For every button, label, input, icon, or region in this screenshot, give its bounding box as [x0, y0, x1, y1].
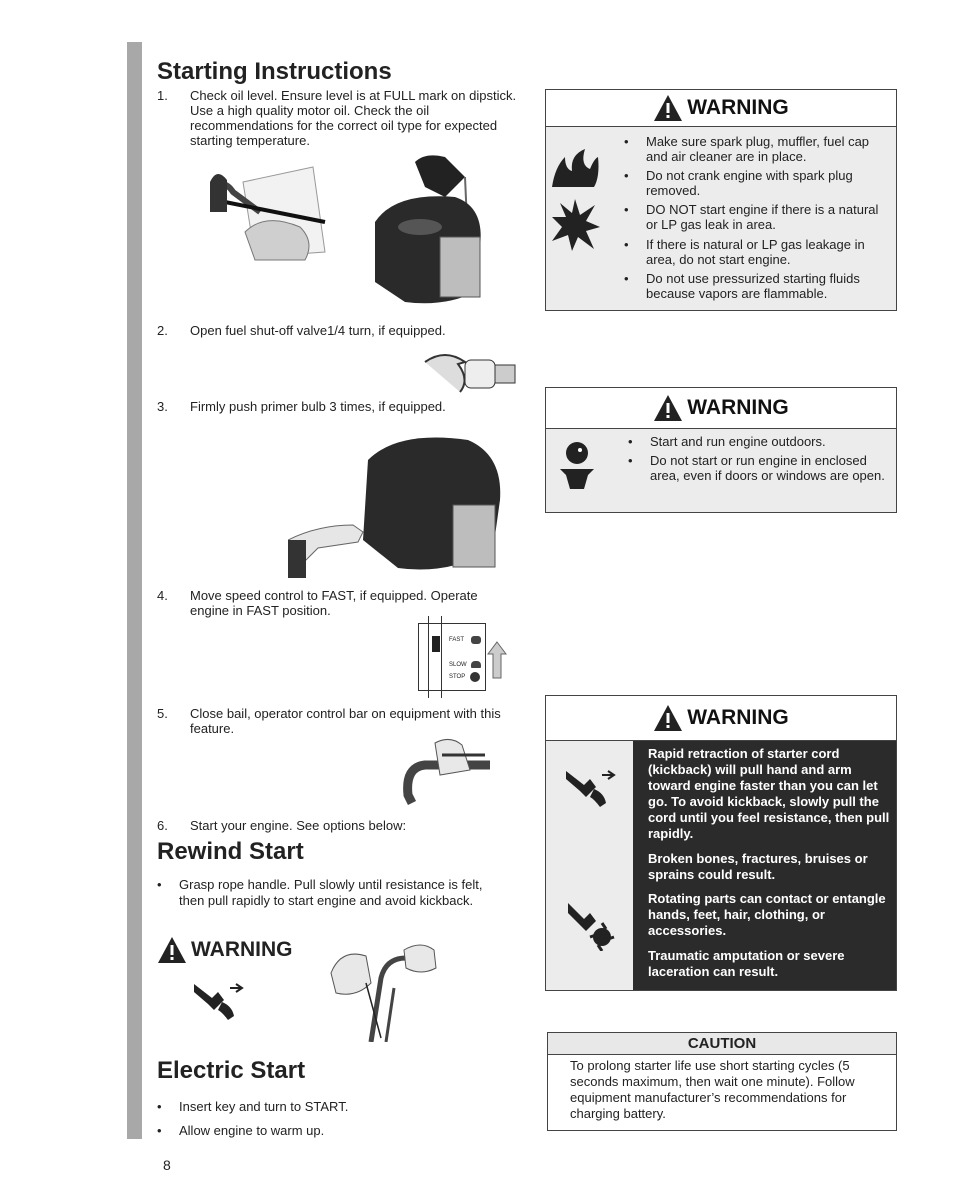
warning-item: • Do not crank engine with spark plug removed.	[624, 168, 853, 198]
speed-control-panel	[418, 623, 486, 691]
speed-fast-label: FAST	[449, 637, 465, 643]
control-bar-illustration	[400, 735, 492, 805]
step-number: 2.	[157, 323, 168, 338]
rewind-start-title: Rewind Start	[157, 838, 304, 865]
stop-icon	[470, 672, 480, 682]
rope-pull-illustration	[326, 938, 438, 1042]
warning-item: • Do not use pressurized starting fluids because vapors are flammable.	[624, 271, 860, 301]
step-6	[157, 818, 517, 833]
injury-warning-text: Broken bones, fractures, bruises or sprains could result.	[648, 851, 868, 882]
bullet-dot: •	[157, 1123, 162, 1138]
explosion-hazard-icon	[550, 197, 600, 252]
warning-icon-column	[546, 741, 633, 990]
step-text: Open fuel shut-off valve1/4 turn, if equipped.	[190, 323, 446, 338]
kickback-hazard-icon	[564, 767, 618, 809]
warning-header	[546, 696, 896, 741]
step-3	[157, 399, 517, 414]
warning-item: • Do not start or run engine in enclosed area, even if doors or windows are open.	[628, 453, 885, 483]
step-text: Check oil level. Ensure level is at FULL mark on dipstick. Use a high quality motor oil. Check the oil recommendations for the correct oil type for expected starting temperature.	[190, 88, 517, 148]
warning-title: WARNING	[687, 706, 789, 729]
warning-title: WARNING	[687, 96, 789, 119]
warning-triangle-icon	[653, 394, 683, 422]
warning-item: • Make sure spark plug, muffler, fuel cap and air cleaner are in place.	[624, 134, 870, 164]
rotating-parts-warning-text: Rotating parts can contact or entangle hands, feet, hair, clothing, or accessories.	[648, 891, 886, 938]
caution-title: CAUTION	[548, 1033, 896, 1055]
step-text: Start your engine. See options below:	[190, 818, 407, 833]
rewind-bullet-text: Grasp rope handle. Pull slowly until resistance is felt, then pull rapidly to start engine and avoid kickback.	[179, 877, 483, 908]
warning-triangle-icon	[653, 94, 683, 122]
caution-text: To prolong starter life use short starting cycles (5 seconds maximum, then wait one minute). Follow equipment manufacturer’s recommendations for charging battery.	[570, 1058, 855, 1121]
caution-box	[547, 1032, 897, 1131]
step-text: Close bail, operator control bar on equipment with this feature.	[190, 706, 501, 736]
page-number: 8	[163, 1157, 171, 1173]
rewind-warning-text: WARNING	[191, 938, 293, 961]
electric-start-title: Electric Start	[157, 1057, 306, 1084]
warning-header	[546, 388, 896, 429]
step-1	[157, 88, 517, 148]
step-4	[157, 588, 517, 618]
speed-stop-label: STOP	[449, 674, 466, 680]
step-number: 5.	[157, 706, 168, 721]
warning-box-fumes	[545, 387, 897, 513]
turtle-icon	[471, 661, 481, 668]
step-5	[157, 706, 517, 736]
page-sidebar-bar	[127, 42, 142, 1139]
arrow-up-icon	[487, 640, 507, 680]
electric-bullet-text: Insert key and turn to START.	[179, 1099, 349, 1114]
step-number: 3.	[157, 399, 168, 414]
warning-title: WARNING	[687, 396, 789, 419]
warning-body	[546, 127, 896, 310]
warning-triangle-icon	[157, 936, 187, 964]
step-text: Firmly push primer bulb 3 times, if equipped.	[190, 399, 446, 414]
primer-bulb-illustration	[288, 430, 510, 578]
warning-item: • DO NOT start engine if there is a natural or LP gas leak in area.	[624, 202, 879, 232]
step-2	[157, 323, 517, 338]
warning-header	[546, 90, 896, 127]
fuel-valve-illustration	[420, 350, 520, 395]
speed-slow-label: SLOW	[449, 662, 467, 668]
bullet-dot: •	[157, 877, 162, 892]
electric-bullet-1	[157, 1099, 492, 1115]
amputation-warning-text: Traumatic amputation or severe laceration can result.	[648, 948, 845, 979]
rewind-bullet	[157, 877, 492, 909]
warning-dark-panel	[633, 741, 896, 990]
engine-oil-fill-illustration	[365, 152, 490, 312]
kickback-hazard-icon	[192, 980, 244, 1022]
warning-item: • If there is natural or LP gas leakage in area, do not start engine.	[624, 237, 865, 267]
starting-instructions-title: Starting Instructions	[157, 58, 392, 85]
warning-box-kickback	[545, 695, 897, 991]
rewind-warning-label	[157, 936, 293, 964]
rabbit-icon	[471, 636, 481, 644]
electric-bullet-2	[157, 1123, 492, 1139]
step-number: 4.	[157, 588, 168, 603]
warning-triangle-icon	[653, 704, 683, 732]
bullet-dot: •	[157, 1099, 162, 1114]
step-text: Move speed control to FAST, if equipped. Operate engine in FAST position.	[190, 588, 478, 618]
electric-bullet-text: Allow engine to warm up.	[179, 1123, 325, 1138]
dipstick-wipe-illustration	[205, 162, 330, 262]
toxic-fumes-hazard-icon	[558, 439, 596, 489]
warning-item: • Start and run engine outdoors.	[628, 434, 826, 449]
speed-lever	[432, 636, 440, 652]
step-number: 6.	[157, 818, 168, 833]
warning-body	[546, 429, 896, 512]
kickback-warning-text: Rapid retraction of starter cord (kickback) will pull hand and arm toward engine faster than you can let go. To avoid kickback, slowly pull the cord until you feel resistance, then pull rapidly.	[648, 746, 890, 841]
rotating-parts-hazard-icon	[566, 899, 616, 951]
fire-hazard-icon	[550, 147, 600, 189]
warning-box-fire	[545, 89, 897, 311]
step-number: 1.	[157, 88, 168, 103]
